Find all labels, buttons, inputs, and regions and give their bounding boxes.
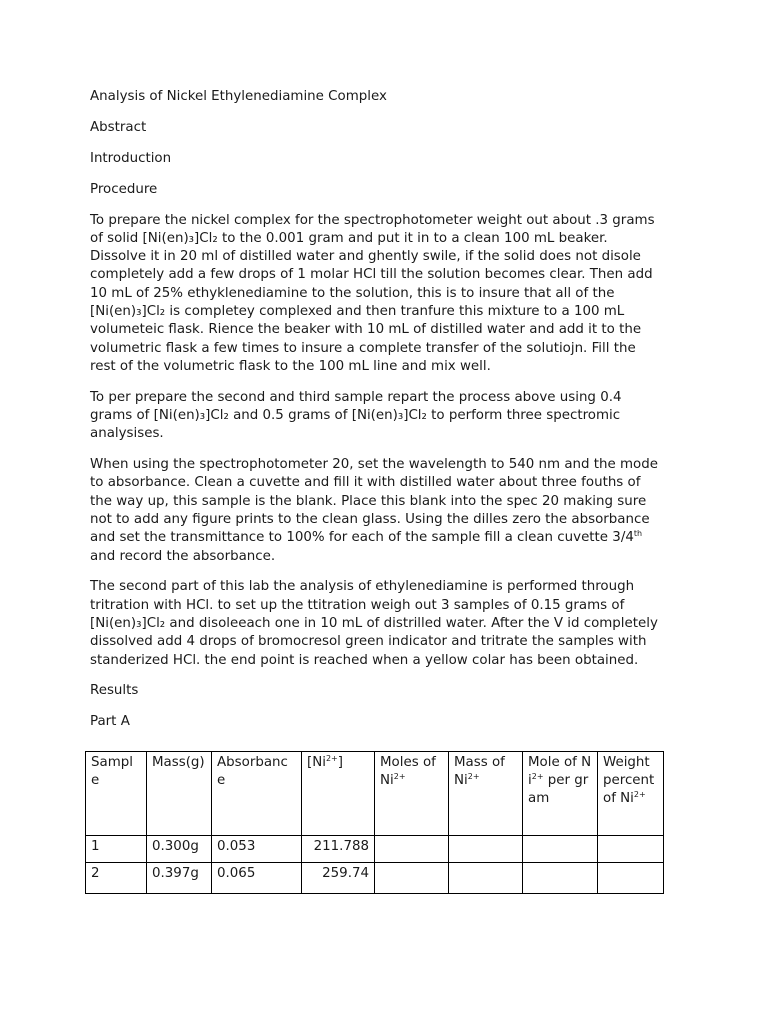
header-text: Mole of Ni (528, 755, 592, 789)
header-mass-ni (449, 752, 523, 836)
cell-mass-ni (449, 836, 523, 863)
header-sup: 2+ (325, 754, 338, 763)
header-text: Moles of Ni (380, 755, 436, 789)
procedure-paragraph-3 (90, 456, 690, 566)
header-absorbance (212, 752, 302, 836)
spec-superscript: th (633, 529, 643, 539)
header-mole-ni-per-gram (523, 752, 598, 836)
heading-procedure: Procedure (90, 181, 158, 197)
table-row (86, 863, 664, 894)
table-row (86, 836, 664, 863)
header-moles-ni (375, 752, 449, 836)
header-sup: 2+ (633, 790, 646, 800)
cell-moles-ni (375, 863, 449, 894)
cell-weight-percent-ni (598, 836, 664, 863)
cell-sample: 2 (86, 863, 147, 894)
header-text: Mass of Ni (454, 755, 505, 789)
header-text: Absorbance (217, 755, 288, 789)
spec-tail: and record the absorbance. (90, 548, 276, 564)
header-ni-concentration (302, 752, 375, 836)
header-after: ] (337, 755, 343, 770)
heading-introduction: Introduction (90, 150, 172, 166)
cell-ni-concentration: 211.788 (302, 836, 375, 863)
cell-sample: 1 (86, 836, 147, 863)
header-sample (86, 752, 147, 836)
cell-weight-percent-ni (598, 863, 664, 894)
document-body (90, 88, 690, 744)
heading-part-a: Part A (90, 714, 130, 730)
header-text: Mass(g) (152, 755, 205, 770)
header-mass (147, 752, 212, 836)
procedure-paragraph-4: The second part of this lab the analysis of ethylenediamine is performed through tritration with HCl. to set up the ttitration weigh out 3 samples of 0.15 grams of [Ni(en)₃]Cl₂ and disoleeach one in 10 mL of distrilled water. After the V id completely dissolved add 4 drops of bromocresol green indicator and tritrate the samples with standerized HCl. the end point is reached when a yellow colar has been obtained. (90, 579, 658, 668)
header-sup: 2+ (531, 772, 544, 782)
table-header-row (86, 752, 664, 836)
procedure-paragraph-2: To per prepare the second and third sample repart the process above using 0.4 grams of [Ni(en)₃]Cl₂ and 0.5 grams of [Ni(en)₃]Cl₂ to perform three spectromic analysises. (90, 389, 622, 442)
header-text: Weight percent of Ni (603, 755, 655, 807)
heading-abstract: Abstract (90, 119, 147, 135)
header-after: per gram (528, 773, 589, 807)
cell-moles-ni (375, 836, 449, 863)
header-sup: 2+ (393, 772, 406, 782)
header-sup: 2+ (467, 772, 480, 782)
document-title: Analysis of Nickel Ethylenediamine Complex (90, 89, 387, 104)
cell-mass: 0.397g (147, 863, 212, 894)
procedure-paragraph-1: To prepare the nickel complex for the spectrophotometer weight out about .3 grams of solid [Ni(en)₃]Cl₂ to the 0.001 gram and put it in to a clean 100 mL beaker. Dissolve it in 20 ml of distilled water and ghently swile, if the solid does not disole completely add a few drops of 1 molar HCl till the solution becomes clear. Then add 10 mL of 25% ethyklenediamine to the solution, this is to insure that all of the [Ni(en)₃]Cl₂ is completey complexed and then tranfure this mixture to a 100 mL volumeteic flask. Rience the beaker with 10 mL of distilled water and add it to the volumetric flask a few times to insure a complete transfer of the solutiojn. Fill the rest of the volumetric flask to the 100 mL line and mix well. (90, 212, 655, 374)
results-table (85, 751, 664, 894)
spec-text: When using the spectrophotometer 20, set the wavelength to 540 nm and the mode to absorbance. Clean a cuvette and fill it with distilled water about three fouths of the way up, this sample is the blank. Place this blank into the spec 20 making sure not to add any figure prints to the clean glass. Using the dilles zero the absorbance and set the transmittance to 100% for each of the sample fill a clean cuvette 3/4 (90, 457, 658, 546)
header-text: [Ni (307, 755, 326, 770)
heading-results: Results (90, 683, 139, 699)
cell-mass-ni (449, 863, 523, 894)
header-text: Sample (91, 755, 133, 789)
cell-mole-ni-per-gram (523, 836, 598, 863)
cell-ni-concentration: 259.74 (302, 863, 375, 894)
cell-mass: 0.300g (147, 836, 212, 863)
cell-absorbance: 0.053 (212, 836, 302, 863)
cell-mole-ni-per-gram (523, 863, 598, 894)
header-weight-percent-ni (598, 752, 664, 836)
cell-absorbance: 0.065 (212, 863, 302, 894)
